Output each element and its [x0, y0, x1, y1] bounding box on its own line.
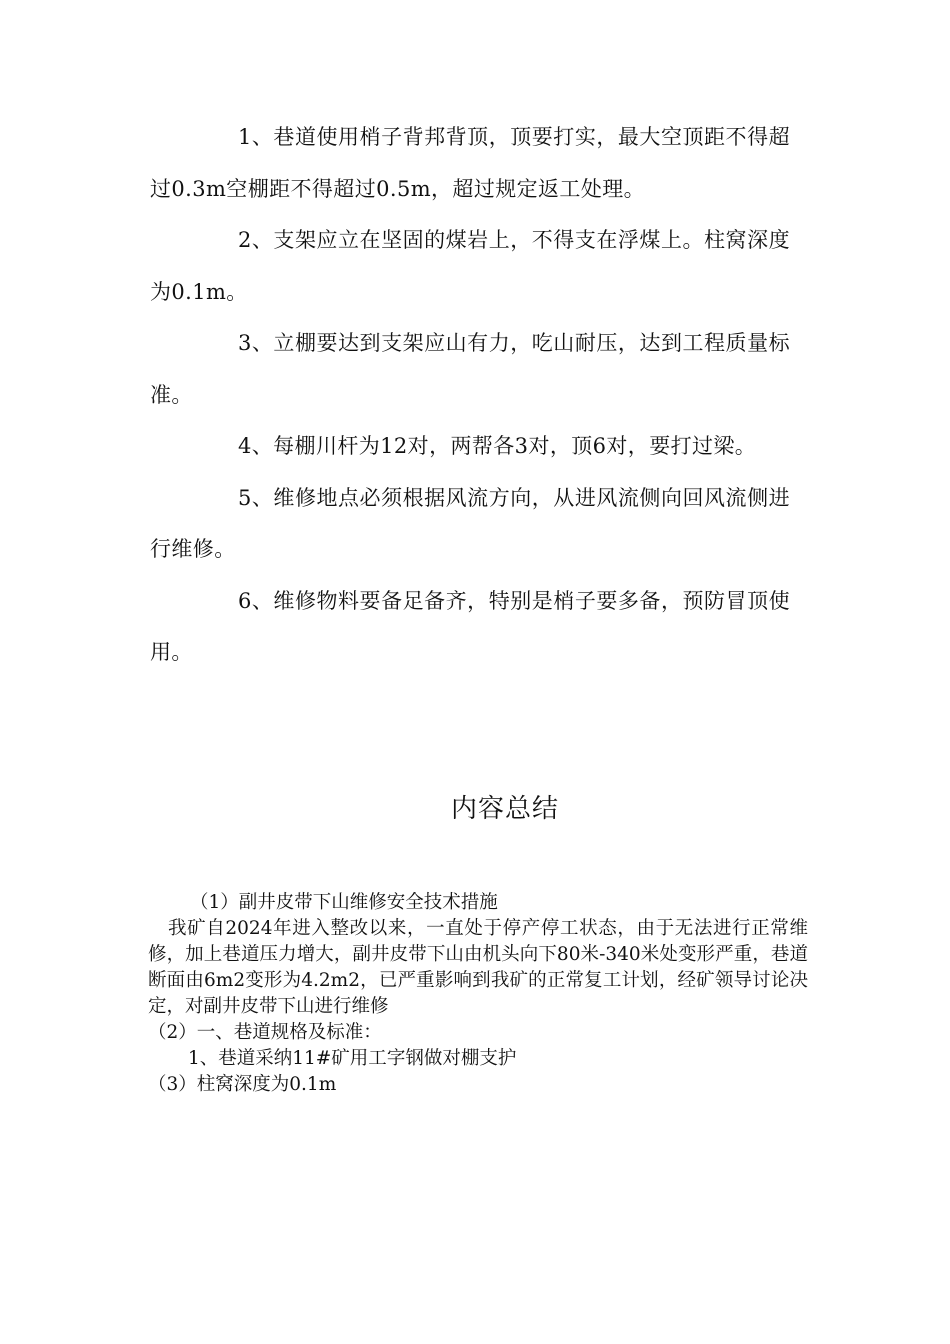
- paragraph-measure-4: 4、每棚川杆为12对，两帮各3对，顶6对，要打过梁。: [238, 434, 757, 458]
- paragraph-measure-5: 5、维修地点必须根据风流方向，从进风流侧向回风流侧进行维修。: [150, 485, 790, 561]
- summary-item-1: 1、巷道采纳11#矿用工字钢做对棚支护: [188, 1048, 517, 1069]
- paragraph-measure-6: 6、维修物料要备足备齐，特别是梢子要多备，预防冒顶使用。: [150, 588, 790, 664]
- summary-title: 内容总结: [450, 794, 559, 824]
- summary-section: [148, 890, 808, 1098]
- measures-text: [150, 112, 790, 679]
- summary-heading-1: （1）副井皮带下山维修安全技术措施: [190, 892, 498, 913]
- summary-heading-2: （2）一、巷道规格及标准：: [148, 1022, 382, 1043]
- paragraph-measure-2: 2、支架应立在坚固的煤岩上，不得支在浮煤上。柱窝深度为0.1m。: [150, 228, 790, 304]
- summary-body-1: 我矿自2024年进入整改以来，一直处于停产停工状态，由于无法进行正常维修，加上巷道压力增大，副井皮带下山由机头向下80米-340米处变形严重，巷道断面由6m2变形为4.2m2，已严重影响到我矿的正常复工计划，经矿领导讨论决定，对副井皮带下山进行维修: [148, 918, 808, 1017]
- paragraph-measure-3: 3、立棚要达到支架应山有力，吃山耐压，达到工程质量标准。: [150, 331, 790, 407]
- paragraph-measure-1: 1、巷道使用梢子背邦背顶，顶要打实，最大空顶距不得超过0.3m空棚距不得超过0.5m，超过规定返工处理。: [150, 125, 790, 201]
- summary-heading-3: （3）柱窝深度为0.1m: [148, 1074, 337, 1095]
